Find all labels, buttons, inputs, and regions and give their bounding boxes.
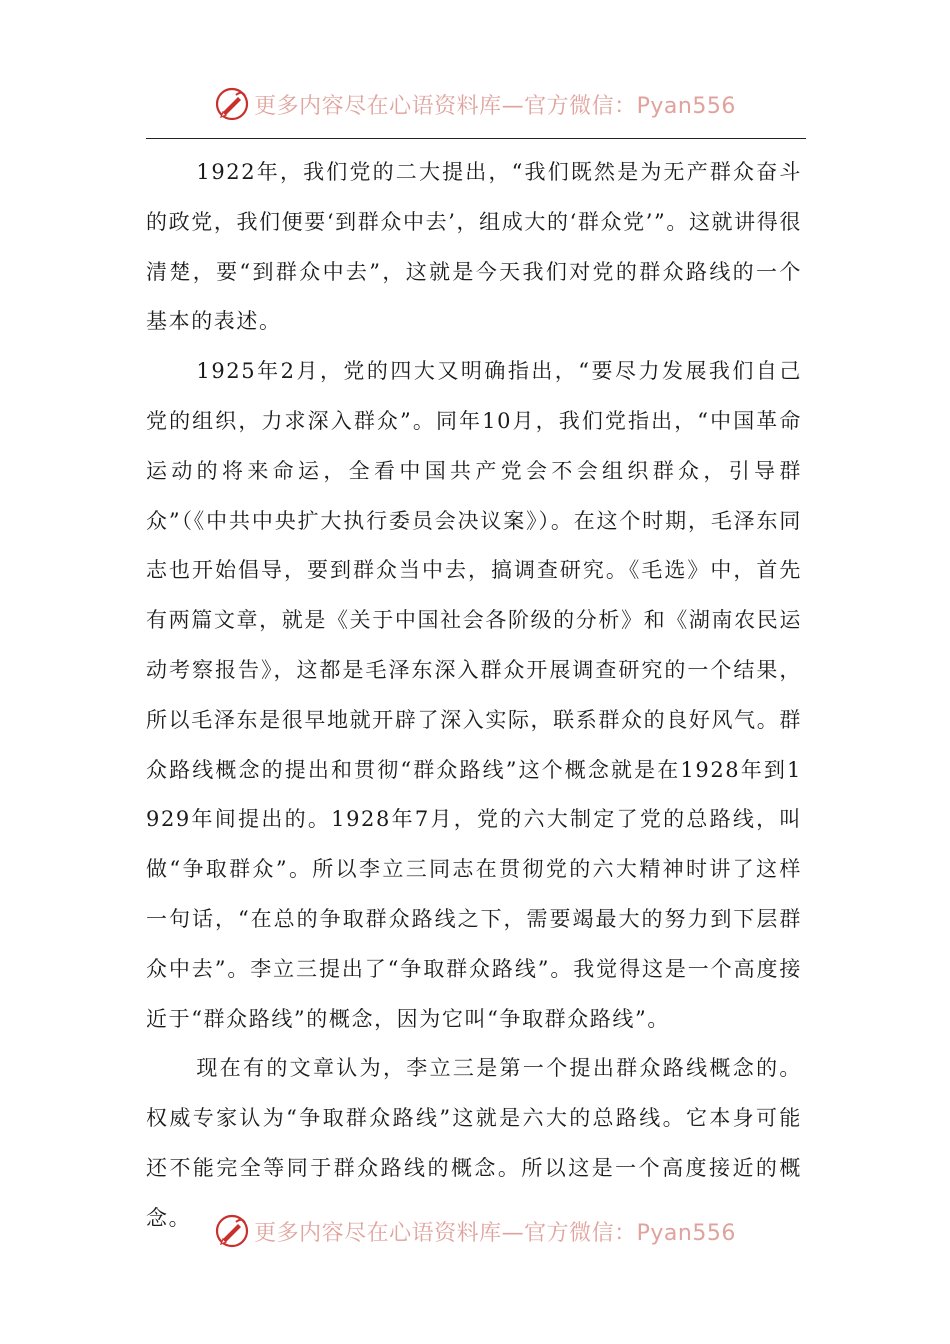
footer-banner bbox=[0, 1209, 950, 1253]
header-banner bbox=[0, 82, 950, 126]
paragraph-2: 1925年2月，党的四大又明确指出，“要尽力发展我们自己党的组织，力求深入群众”。同年10月，我们党指出，“中国革命运动的将来命运，全看中国共产党会不会组织群众，引导群众”（《中共中央扩大执行委员会决议案》）。在这个时期，毛泽东同志也开始倡导，要到群众当中去，搞调查研究。《毛选》中，首先有两篇文章，就是《关于中国社会各阶级的分析》和《湖南农民运动考察报告》，这都是毛泽东深入群众开展调查研究的一个结果，所以毛泽东是很早地就开辟了深入实际，联系群众的良好风气。群众路线概念的提出和贯彻“群众路线”这个概念就是在1928年到1929年间提出的。1928年7月，党的六大制定了党的总路线，叫做“争取群众”。所以李立三同志在贯彻党的六大精神时讲了这样一句话，“在总的争取群众路线之下，需要竭最大的努力到下层群众中去”。李立三提出了“争取群众路线”。我觉得这是一个高度接近于“群众路线”的概念，因为它叫“争取群众路线”。 bbox=[146, 359, 802, 1031]
header-divider bbox=[146, 138, 806, 139]
paragraph-1: 1922年，我们党的二大提出，“我们既然是为无产群众奋斗的政党，我们便要‘到群众中去’，组成大的‘群众党’”。这就讲得很清楚，要“到群众中去”，这就是今天我们对党的群众路线的一个基本的表述。 bbox=[146, 160, 802, 334]
pen-seal-icon bbox=[214, 86, 250, 122]
document-body bbox=[146, 148, 802, 1244]
paragraph-3: 现在有的文章认为，李立三是第一个提出群众路线概念的。权威专家认为“争取群众路线”这就是六大的总路线。它本身可能还不能完全等同于群众路线的概念。所以这是一个高度接近的概念。 bbox=[146, 1056, 802, 1230]
banner-text: 更多内容尽在心语资料库—官方微信：Pyan556 bbox=[254, 93, 736, 119]
banner-text: 更多内容尽在心语资料库—官方微信：Pyan556 bbox=[254, 1220, 736, 1246]
pen-seal-icon bbox=[214, 1213, 250, 1249]
